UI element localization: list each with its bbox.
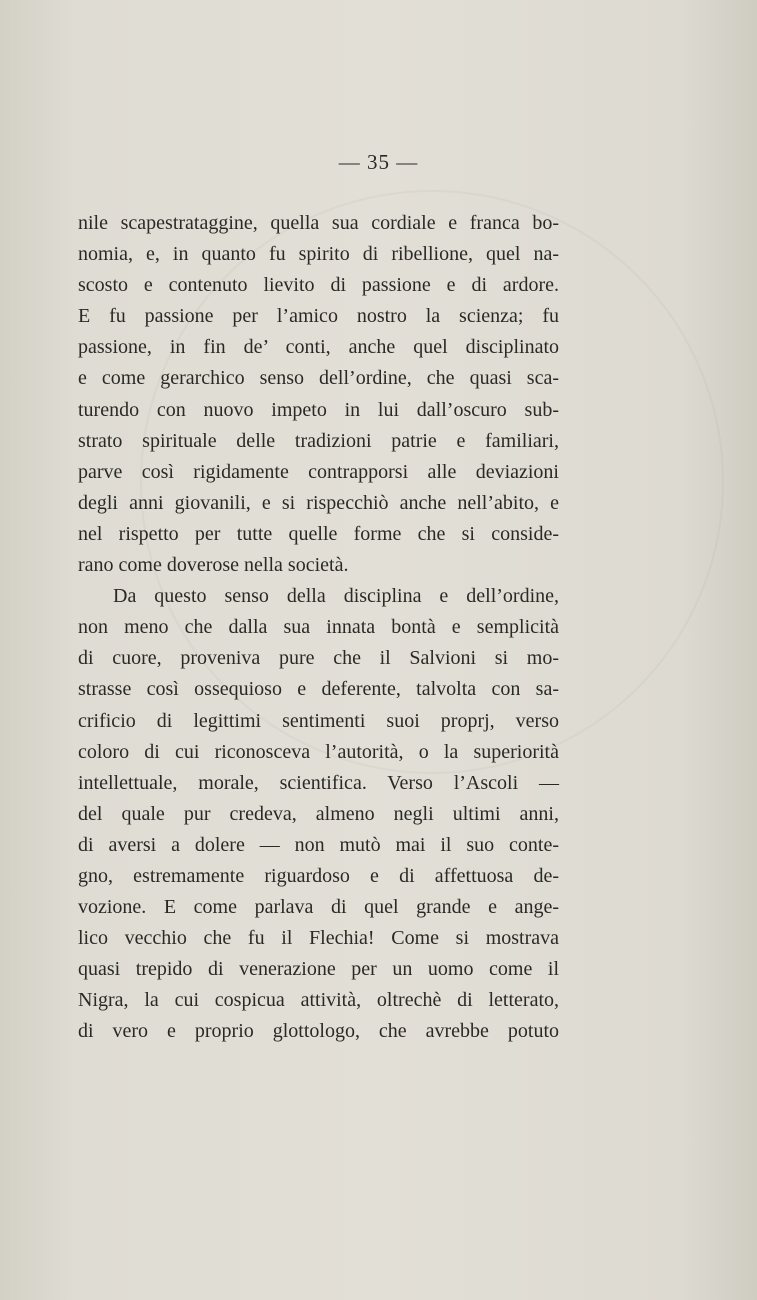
text-line: coloro di cui riconosceva l’autorità, o la superiorità bbox=[78, 740, 559, 763]
text-line: del quale pur credeva, almeno negli ultimi anni, bbox=[78, 802, 559, 825]
text-line: non meno che dalla sua innata bontà e semplicità bbox=[78, 616, 559, 639]
text-line: Nigra, la cui cospicua attività, oltrechè di letterato, bbox=[78, 989, 559, 1012]
page-number: — 35 — bbox=[338, 150, 419, 174]
text-line: gno, estremamente riguardoso e di affettuosa de- bbox=[78, 864, 559, 887]
text-line: nomia, e, in quanto fu spirito di ribellione, quel na- bbox=[78, 243, 559, 266]
text-line: parve così rigidamente contrapporsi alle deviazioni bbox=[78, 460, 559, 483]
text-line: intellettuale, morale, scientifica. Verso l’Ascoli — bbox=[78, 771, 559, 794]
paragraph-start-line: Da questo senso della disciplina e dell’ordine, bbox=[113, 585, 559, 608]
text-line: strasse così ossequioso e deferente, talvolta con sa- bbox=[78, 678, 559, 701]
text-line: di vero e proprio glottologo, che avrebbe potuto bbox=[78, 1020, 559, 1043]
text-line: quasi trepido di venerazione per un uomo come il bbox=[78, 958, 559, 981]
text-line: strato spirituale delle tradizioni patrie e familiari, bbox=[78, 429, 559, 452]
text-line: crificio di legittimi sentimenti suoi proprj, verso bbox=[78, 709, 559, 732]
text-line: lico vecchio che fu il Flechia! Come si mostrava bbox=[78, 927, 559, 950]
text-line: passione, in fin de’ conti, anche quel disciplinato bbox=[78, 336, 559, 359]
text-line: di aversi a dolere — non mutò mai il suo conte- bbox=[78, 833, 559, 856]
text-line: turendo con nuovo impeto in lui dall’oscuro sub- bbox=[78, 398, 559, 421]
text-line: scosto e contenuto lievito di passione e di ardore. bbox=[78, 274, 559, 297]
text-line: E fu passione per l’amico nostro la scienza; fu bbox=[78, 305, 559, 328]
body-text bbox=[78, 208, 559, 1048]
text-line: nile scapestrataggine, quella sua cordiale e franca bo- bbox=[78, 212, 559, 234]
text-line: nel rispetto per tutte quelle forme che si conside- bbox=[78, 522, 559, 545]
paragraph-end-line: rano come doverose nella società. bbox=[78, 554, 349, 577]
text-line: degli anni giovanili, e si rispecchiò anche nell’abito, e bbox=[78, 491, 559, 514]
text-line: di cuore, proveniva pure che il Salvioni si mo- bbox=[78, 647, 559, 670]
text-line: e come gerarchico senso dell’ordine, che quasi sca- bbox=[78, 367, 559, 390]
text-line: vozione. E come parlava di quel grande e ange- bbox=[78, 896, 559, 919]
